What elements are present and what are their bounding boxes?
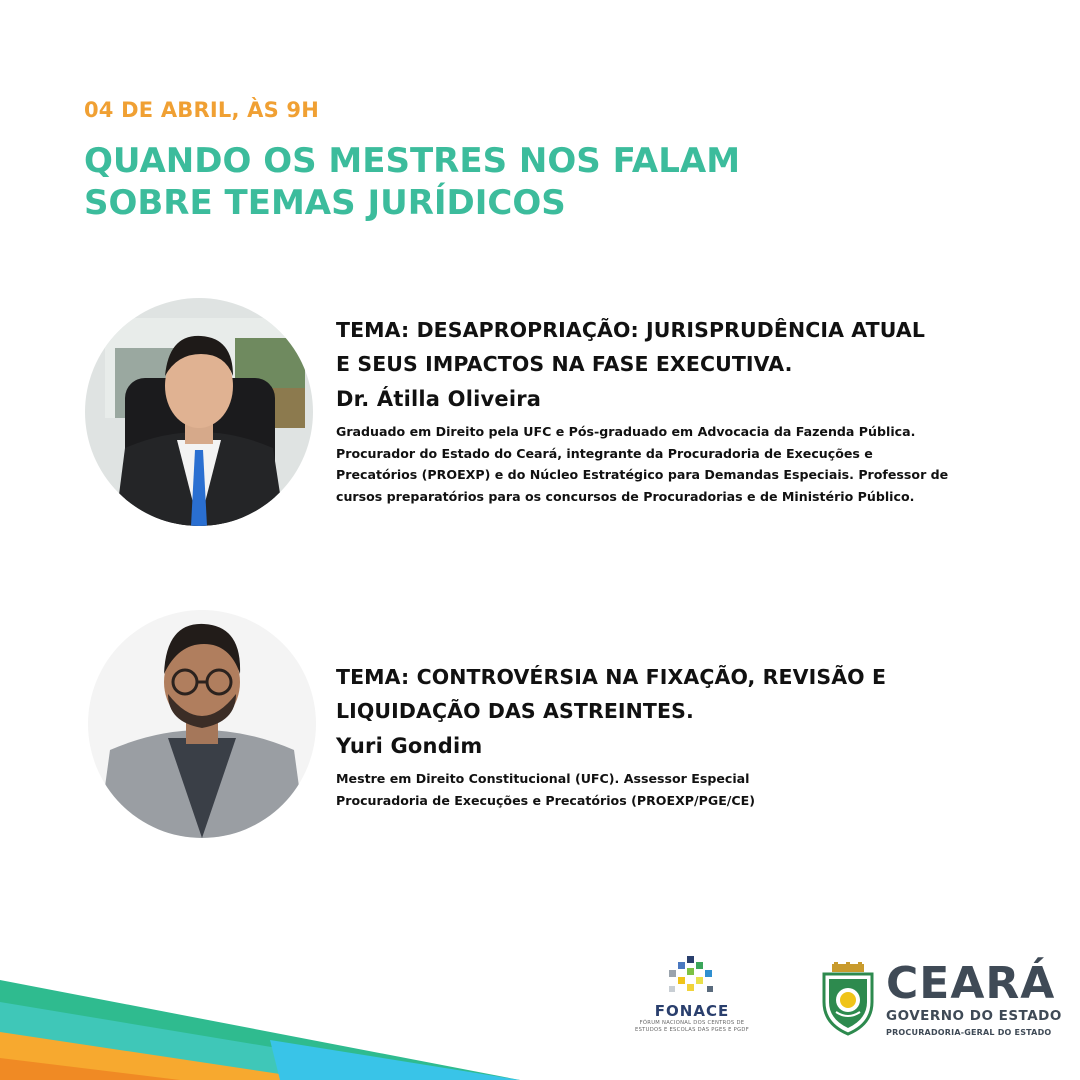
event-date: 04 DE ABRIL, ÀS 9H <box>84 98 320 122</box>
speaker-1-tema <box>336 313 956 381</box>
speaker-1-photo <box>85 298 313 526</box>
tema-line-2: E SEUS IMPACTOS NA FASE EXECUTIVA. <box>336 352 793 376</box>
decorative-stripes <box>0 980 520 1080</box>
ceara-government: GOVERNO DO ESTADO <box>886 1008 1062 1024</box>
speaker-2-photo <box>88 610 316 838</box>
bio-line: Precatórios (PROEXP) e do Núcleo Estratégico para Demandas Especiais. Professor de <box>336 467 949 482</box>
speaker-2-tema <box>336 660 956 728</box>
title-line-1: QUANDO OS MESTRES NOS FALAM <box>84 141 741 181</box>
fonace-logo <box>622 956 762 1046</box>
ceara-logo <box>818 958 1068 1042</box>
fonace-name: FONACE <box>654 1002 730 1020</box>
ceara-pge: PROCURADORIA-GERAL DO ESTADO <box>886 1028 1052 1037</box>
speaker-1-name: Dr. Átilla Oliveira <box>336 387 542 411</box>
speaker-1-block <box>336 313 956 507</box>
fonace-subtitle-1: FÓRUM NACIONAL DOS CENTROS DE <box>639 1020 745 1026</box>
ceara-title: CEARÁ <box>886 958 1056 1009</box>
title-line-2: SOBRE TEMAS JURÍDICOS <box>84 183 566 223</box>
fonace-subtitle-2: ESTUDOS E ESCOLAS DAS PGES E PGDF <box>635 1026 749 1033</box>
tema-line-2: LIQUIDAÇÃO DAS ASTREINTES. <box>336 699 694 723</box>
page-title <box>84 140 884 224</box>
ceara-coat-of-arms-icon <box>820 962 876 1036</box>
speaker-2-block <box>336 660 956 811</box>
bio-line: Mestre em Direito Constitucional (UFC). Assessor Especial <box>336 771 750 786</box>
speaker-2-bio <box>336 768 956 811</box>
bio-line: Procuradoria de Execuções e Precatórios (PROEXP/PGE/CE) <box>336 792 755 808</box>
tema-line-1: TEMA: DESAPROPRIAÇÃO: JURISPRUDÊNCIA ATUAL <box>336 318 925 342</box>
bio-line: cursos preparatórios para os concursos de Procuradorias e de Ministério Público. <box>336 488 915 504</box>
bio-line: Procurador do Estado do Ceará, integrante da Procuradoria de Execuções e <box>336 445 873 461</box>
tema-line-1: TEMA: CONTROVÉRSIA NA FIXAÇÃO, REVISÃO E <box>336 665 887 689</box>
bio-line: Graduado em Direito pela UFC e Pós-graduado em Advocacia da Fazenda Pública. <box>336 424 916 439</box>
fonace-mark-icon <box>669 956 715 1000</box>
speaker-2-name: Yuri Gondim <box>336 734 483 758</box>
speaker-1-bio <box>336 421 956 507</box>
